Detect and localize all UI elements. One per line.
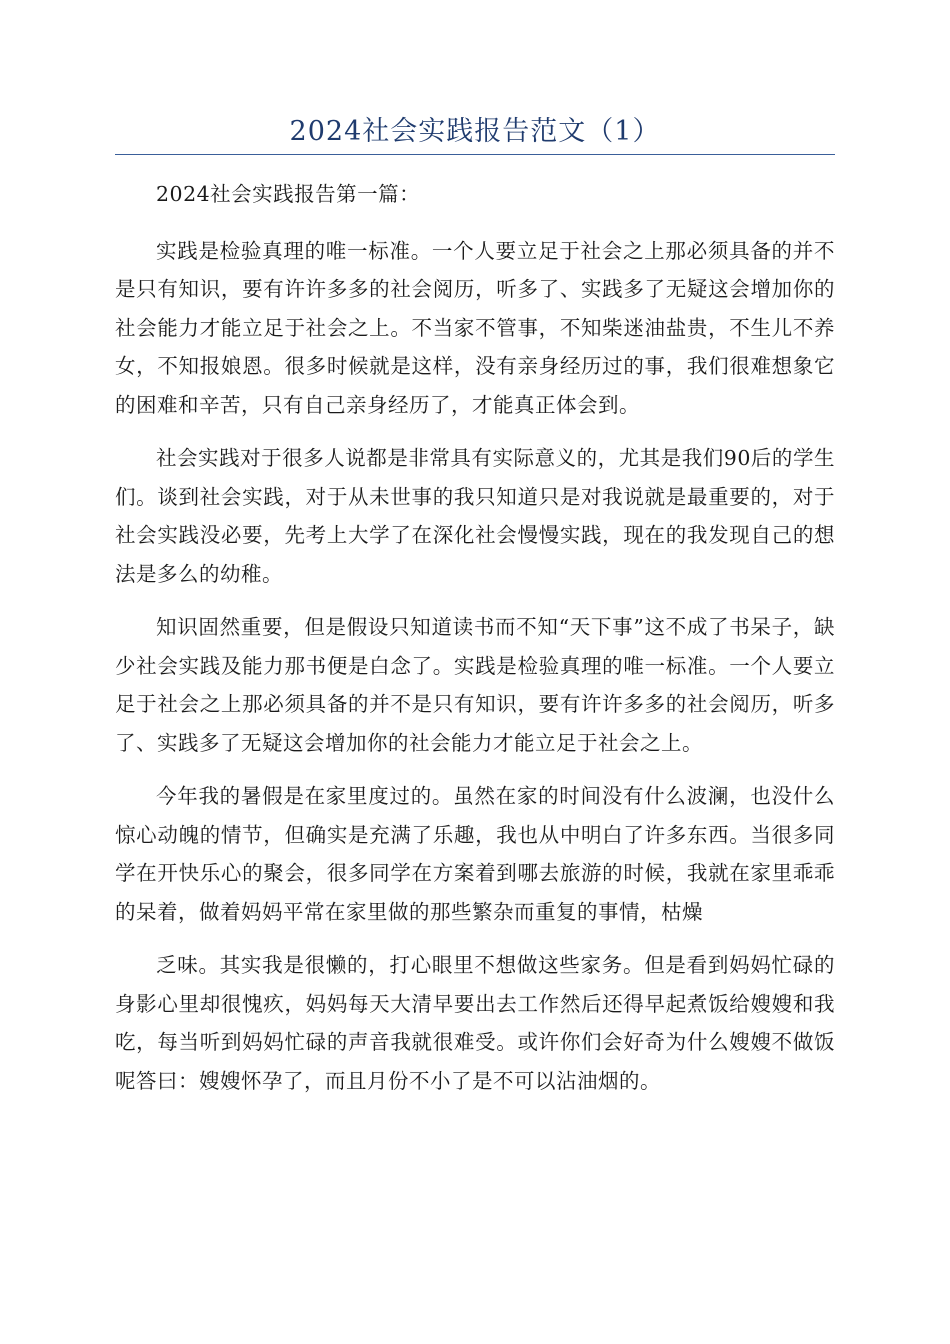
paragraph: 知识固然重要，但是假设只知道读书而不知“天下事”这不成了书呆子，缺少社会实践及能力那书便是白念了。实践是检验真理的唯一标准。一个人要立足于社会之上那必须具备的并不是只有知识，要有许许多多的社会阅历，听多了、实践多了无疑这会增加你的社会能力才能立足于社会之上。 — [115, 615, 835, 755]
paragraph: 社会实践对于很多人说都是非常具有实际意义的，尤其是我们90后的学生们。谈到社会实践，对于从未世事的我只知道只是对我说就是最重要的，对于社会实践没必要，先考上大学了在深化社会慢慢实践，现在的我发现自己的想法是多么的幼稚。 — [115, 446, 835, 586]
document-title: 2024社会实践报告范文（1） — [289, 116, 661, 147]
document-body — [115, 175, 835, 1115]
title-underline — [115, 154, 835, 155]
paragraph: 乏味。其实我是很懒的，打心眼里不想做这些家务。但是看到妈妈忙碌的身影心里却很愧疚，妈妈每天大清早要出去工作然后还得早起煮饭给嫂嫂和我吃，每当听到妈妈忙碌的声音我就很难受。或许你们会好奇为什么嫂嫂不做饭呢答曰：嫂嫂怀孕了，而且月份不小了是不可以沾油烟的。 — [115, 953, 835, 1093]
paragraph: 今年我的暑假是在家里度过的。虽然在家的时间没有什么波澜，也没什么惊心动魄的情节，但确实是充满了乐趣，我也从中明白了许多东西。当很多同学在开快乐心的聚会，很多同学在方案着到哪去旅游的时候，我就在家里乖乖的呆着，做着妈妈平常在家里做的那些繁杂而重复的事情，枯燥 — [115, 784, 835, 924]
section-heading: 2024社会实践报告第一篇： — [156, 182, 421, 206]
paragraph: 实践是检验真理的唯一标准。一个人要立足于社会之上那必须具备的并不是只有知识，要有许许多多的社会阅历，听多了、实践多了无疑这会增加你的社会能力才能立足于社会之上。不当家不管事，不知柴迷油盐贵，不生儿不养女，不知报娘恩。很多时候就是这样，没有亲身经历过的事，我们很难想象它的困难和辛苦，只有自己亲身经历了，才能真正体会到。 — [115, 238, 835, 417]
